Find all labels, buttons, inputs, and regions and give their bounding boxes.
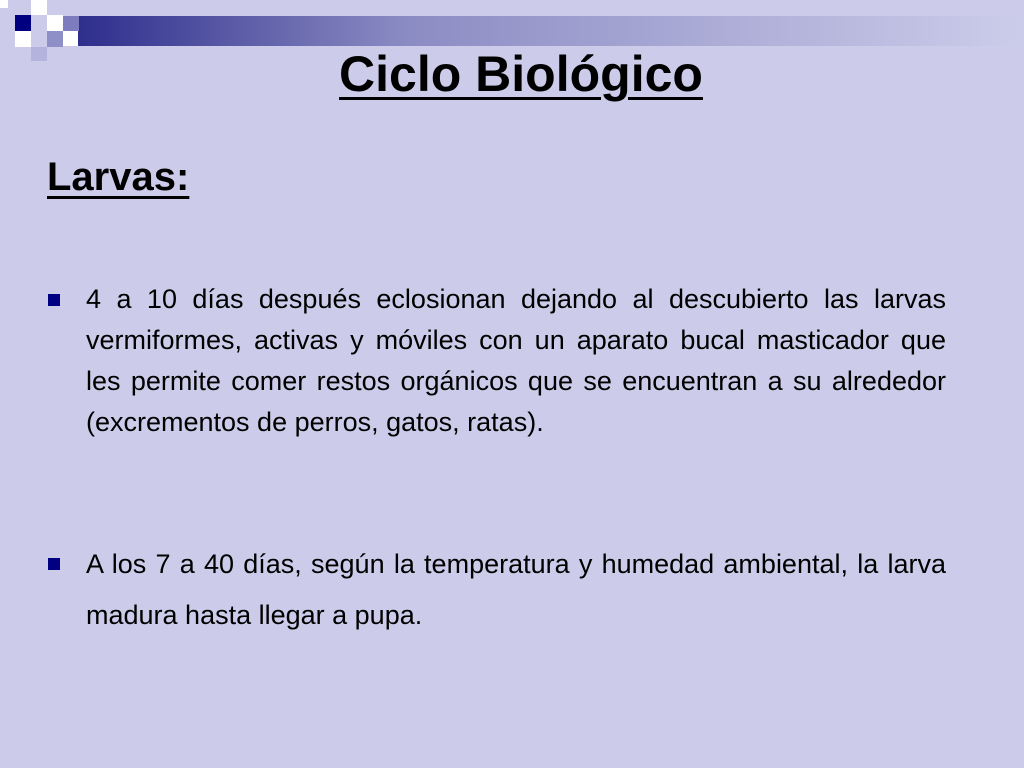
square-bullet-icon	[48, 294, 60, 306]
bullet-text: 4 a 10 días después eclosionan dejando al descubierto las larvas vermiformes, activas y móviles con un aparato bucal masticador que les permite comer restos orgánicos que se encuentran a su alrededor (excrementos de perros, gatos, ratas).	[86, 284, 946, 437]
deco-square-navy	[15, 15, 31, 31]
header-gradient-band	[78, 16, 1024, 46]
slide-title: Ciclo Biológico	[339, 46, 703, 102]
list-item	[86, 279, 946, 443]
square-bullet-icon	[48, 558, 60, 570]
list-item	[86, 539, 946, 641]
bullet-text: A los 7 a 40 días, según la temperatura y humedad ambiental, la larva madura hasta llegar a pupa.	[86, 549, 946, 630]
section-heading: Larvas:	[47, 155, 190, 199]
